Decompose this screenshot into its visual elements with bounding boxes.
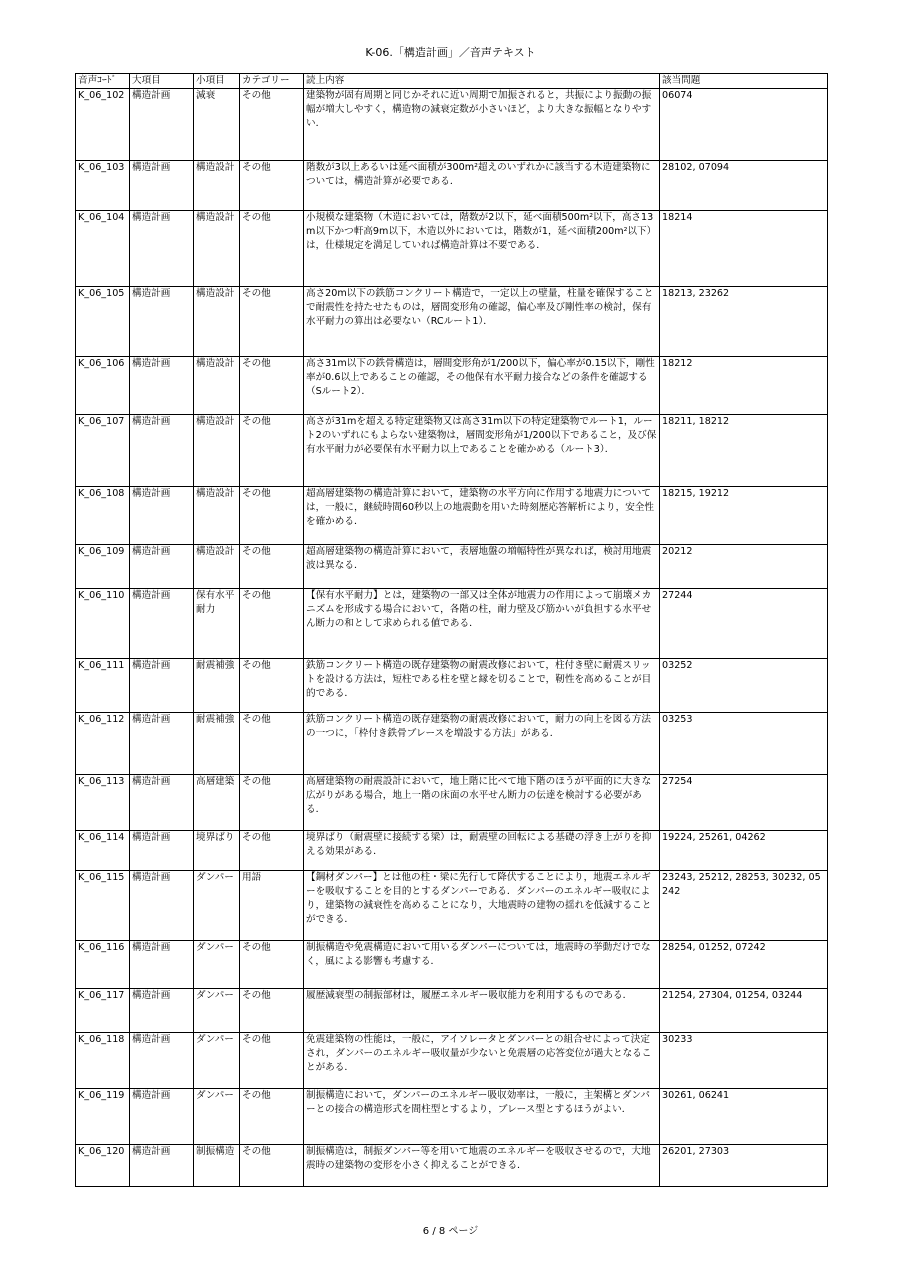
cell-major: 構造計画 (130, 713, 194, 775)
cell-category: その他 (240, 989, 304, 1033)
cell-code: K_06_103 (76, 161, 130, 211)
cell-category: その他 (240, 713, 304, 775)
cell-code: K_06_115 (76, 871, 130, 941)
table-row (76, 211, 828, 287)
cell-minor: 境界ばり (194, 831, 240, 871)
cell-category: その他 (240, 89, 304, 161)
cell-code: K_06_116 (76, 941, 130, 989)
content-table (75, 73, 828, 1187)
cell-text: 免震建築物の性能は，一般に，アイソレータとダンパーとの組合せによって決定され，ダンパーのエネルギー吸収量が少ないと免震層の応答変位が過大となることがある． (304, 1033, 660, 1089)
cell-code: K_06_104 (76, 211, 130, 287)
cell-text: 【鋼材ダンパー】とは他の柱・梁に先行して降伏することにより，地震エネルギーを吸収することを目的とするダンパーである．ダンパーのエネルギー吸収により，建築物の減衰性を高めることになり，大地震時の建物の揺れを低減することができる． (304, 871, 660, 941)
cell-category: 用語 (240, 871, 304, 941)
cell-major: 構造計画 (130, 415, 194, 487)
cell-minor: 構造設計 (194, 487, 240, 545)
cell-code: K_06_118 (76, 1033, 130, 1089)
cell-questions: 28254, 01252, 07242 (660, 941, 828, 989)
cell-code: K_06_119 (76, 1089, 130, 1145)
table-row (76, 775, 828, 831)
cell-text: 制振構造や免震構造において用いるダンパーについては，地震時の挙動だけでなく，風による影響も考慮する． (304, 941, 660, 989)
cell-major: 構造計画 (130, 1033, 194, 1089)
cell-text: 高さが31mを超える特定建築物又は高さ31m以下の特定建築物でルート1，ルート2のいずれにもよらない建築物は，層間変形角が1/200以下であること，及び保有水平耐力が必要保有水平耐力以上であることを確かめる（ルート3）． (304, 415, 660, 487)
cell-category: その他 (240, 831, 304, 871)
table-row (76, 545, 828, 589)
cell-category: その他 (240, 545, 304, 589)
cell-major: 構造計画 (130, 989, 194, 1033)
cell-text: 小規模な建築物（木造においては，階数が2以下，延べ面積500m²以下，高さ13m以下かつ軒高9m以下，木造以外においては，階数が1，延べ面積200m²以下）は，仕様規定を満足していれば構造計算は不要である． (304, 211, 660, 287)
table-row (76, 989, 828, 1033)
cell-code: K_06_120 (76, 1145, 130, 1187)
cell-minor: ダンパー (194, 941, 240, 989)
table-row (76, 589, 828, 659)
cell-major: 構造計画 (130, 1089, 194, 1145)
cell-category: その他 (240, 287, 304, 357)
cell-code: K_06_117 (76, 989, 130, 1033)
table-row (76, 1033, 828, 1089)
table-row (76, 659, 828, 713)
column-header-code: 音声ｺｰﾄﾞ (76, 74, 130, 89)
cell-text: 高層建築物の耐震設計において，地上階に比べて地下階のほうが平面的に大きな広がりがある場合，地上一階の床面の水平せん断力の伝達を検討する必要がある． (304, 775, 660, 831)
cell-major: 構造計画 (130, 211, 194, 287)
cell-text: 制振構造は，制振ダンパー等を用いて地震のエネルギーを吸収させるので，大地震時の建築物の変形を小さく抑えることができる． (304, 1145, 660, 1187)
cell-major: 構造計画 (130, 545, 194, 589)
table-header-row (76, 74, 828, 89)
cell-major: 構造計画 (130, 659, 194, 713)
cell-minor: 耐震補強 (194, 713, 240, 775)
cell-major: 構造計画 (130, 871, 194, 941)
cell-category: その他 (240, 941, 304, 989)
table-row (76, 357, 828, 415)
cell-category: その他 (240, 775, 304, 831)
cell-minor: 保有水平耐力 (194, 589, 240, 659)
cell-minor: 制振構造 (194, 1145, 240, 1187)
cell-major: 構造計画 (130, 161, 194, 211)
column-header-text: 読上内容 (304, 74, 660, 89)
cell-code: K_06_107 (76, 415, 130, 487)
cell-questions: 26201, 27303 (660, 1145, 828, 1187)
cell-questions: 27254 (660, 775, 828, 831)
table-row (76, 1089, 828, 1145)
cell-minor: 耐震補強 (194, 659, 240, 713)
cell-code: K_06_106 (76, 357, 130, 415)
table-row (76, 415, 828, 487)
cell-category: その他 (240, 1145, 304, 1187)
cell-questions: 03253 (660, 713, 828, 775)
cell-text: 建築物が固有周期と同じかそれに近い周期で加振されると，共振により振動の振幅が増大しやすく，構造物の減衰定数が小さいほど，より大きな振幅となりやすい． (304, 89, 660, 161)
table-row (76, 89, 828, 161)
cell-major: 構造計画 (130, 775, 194, 831)
cell-questions: 03252 (660, 659, 828, 713)
cell-text: 階数が3以上あるいは延べ面積が300m²超えのいずれかに該当する木造建築物については，構造計算が必要である． (304, 161, 660, 211)
cell-code: K_06_112 (76, 713, 130, 775)
cell-major: 構造計画 (130, 941, 194, 989)
cell-major: 構造計画 (130, 89, 194, 161)
cell-code: K_06_105 (76, 287, 130, 357)
cell-questions: 19224, 25261, 04262 (660, 831, 828, 871)
table-row (76, 161, 828, 211)
cell-questions: 23243, 25212, 28253, 30232, 05242 (660, 871, 828, 941)
cell-questions: 21254, 27304, 01254, 03244 (660, 989, 828, 1033)
table-row (76, 871, 828, 941)
column-header-minor: 小項目 (194, 74, 240, 89)
cell-questions: 18212 (660, 357, 828, 415)
cell-minor: 高層建築 (194, 775, 240, 831)
cell-minor: 構造設計 (194, 415, 240, 487)
cell-code: K_06_111 (76, 659, 130, 713)
cell-minor: ダンパー (194, 1089, 240, 1145)
cell-major: 構造計画 (130, 357, 194, 415)
cell-text: 境界ばり（耐震壁に接続する梁）は，耐震壁の回転による基礎の浮き上がりを抑える効果がある． (304, 831, 660, 871)
table-row (76, 831, 828, 871)
cell-code: K_06_108 (76, 487, 130, 545)
cell-text: 超高層建築物の構造計算において，表層地盤の増幅特性が異なれば，検討用地震波は異なる． (304, 545, 660, 589)
cell-minor: ダンパー (194, 871, 240, 941)
cell-minor: 構造設計 (194, 287, 240, 357)
cell-category: その他 (240, 1033, 304, 1089)
cell-questions: 27244 (660, 589, 828, 659)
cell-category: その他 (240, 659, 304, 713)
cell-major: 構造計画 (130, 287, 194, 357)
cell-code: K_06_110 (76, 589, 130, 659)
cell-category: その他 (240, 357, 304, 415)
cell-questions: 06074 (660, 89, 828, 161)
table-body (76, 89, 828, 1187)
cell-text: 履歴減衰型の制振部材は，履歴エネルギー吸収能力を利用するものである． (304, 989, 660, 1033)
cell-text: 鉄筋コンクリート構造の既存建築物の耐震改修において，耐力の向上を図る方法の一つに，「枠付き鉄骨ブレースを増設する方法」がある． (304, 713, 660, 775)
page-number: 6 / 8 ページ (422, 1226, 479, 1237)
cell-questions: 18215, 19212 (660, 487, 828, 545)
cell-text: 鉄筋コンクリート構造の既存建築物の耐震改修において，柱付き壁に耐震スリットを設ける方法は，短柱である柱を壁と縁を切ることで，靭性を高めることが目的である． (304, 659, 660, 713)
cell-code: K_06_102 (76, 89, 130, 161)
cell-major: 構造計画 (130, 831, 194, 871)
cell-major: 構造計画 (130, 589, 194, 659)
cell-major: 構造計画 (130, 1145, 194, 1187)
cell-minor: 構造設計 (194, 161, 240, 211)
cell-questions: 18214 (660, 211, 828, 287)
cell-code: K_06_113 (76, 775, 130, 831)
cell-category: その他 (240, 589, 304, 659)
cell-questions: 18211, 18212 (660, 415, 828, 487)
cell-text: 超高層建築物の構造計算において，建築物の水平方向に作用する地震力については，一般に，継続時間60秒以上の地震動を用いた時刻歴応答解析により，安全性を確かめる． (304, 487, 660, 545)
table-row (76, 1145, 828, 1187)
cell-minor: 構造設計 (194, 211, 240, 287)
cell-text: 制振構造において，ダンパーのエネルギー吸収効率は，一般に，主架構とダンパーとの接合の構造形式を間柱型とするより，ブレース型とするほうがよい． (304, 1089, 660, 1145)
column-header-major: 大項目 (130, 74, 194, 89)
cell-text: 【保有水平耐力】とは，建築物の一部又は全体が地震力の作用によって崩壊メカニズムを形成する場合において，各階の柱，耐力壁及び筋かいが負担する水平せん断力の和として求められる値である． (304, 589, 660, 659)
column-header-category: カテゴリー (240, 74, 304, 89)
cell-code: K_06_109 (76, 545, 130, 589)
cell-category: その他 (240, 161, 304, 211)
cell-text: 高さ31m以下の鉄骨構造は，層間変形角が1/200以下，偏心率が0.15以下，剛性率が0.6以上であることの確認，その他保有水平耐力接合などの条件を確認する（Sルート2）． (304, 357, 660, 415)
table-row (76, 713, 828, 775)
cell-minor: 構造設計 (194, 357, 240, 415)
cell-minor: ダンパー (194, 1033, 240, 1089)
cell-category: その他 (240, 487, 304, 545)
cell-text: 高さ20m以下の鉄筋コンクリート構造で，一定以上の壁量，柱量を確保することで耐震性を持たせたものは，層間変形角の確認，偏心率及び剛性率の検討，保有水平耐力の算出は必要ない（RCルート1）． (304, 287, 660, 357)
cell-major: 構造計画 (130, 487, 194, 545)
cell-category: その他 (240, 211, 304, 287)
cell-questions: 30261, 06241 (660, 1089, 828, 1145)
page-header: K-06.「構造計画」／音声テキスト (365, 46, 536, 59)
cell-questions: 18213, 23262 (660, 287, 828, 357)
cell-questions: 28102, 07094 (660, 161, 828, 211)
cell-minor: 減衰 (194, 89, 240, 161)
cell-category: その他 (240, 415, 304, 487)
cell-minor: ダンパー (194, 989, 240, 1033)
cell-questions: 30233 (660, 1033, 828, 1089)
cell-code: K_06_114 (76, 831, 130, 871)
cell-category: その他 (240, 1089, 304, 1145)
table-row (76, 287, 828, 357)
cell-minor: 構造設計 (194, 545, 240, 589)
column-header-questions: 該当問題 (660, 74, 828, 89)
cell-questions: 20212 (660, 545, 828, 589)
table-row (76, 941, 828, 989)
table-row (76, 487, 828, 545)
